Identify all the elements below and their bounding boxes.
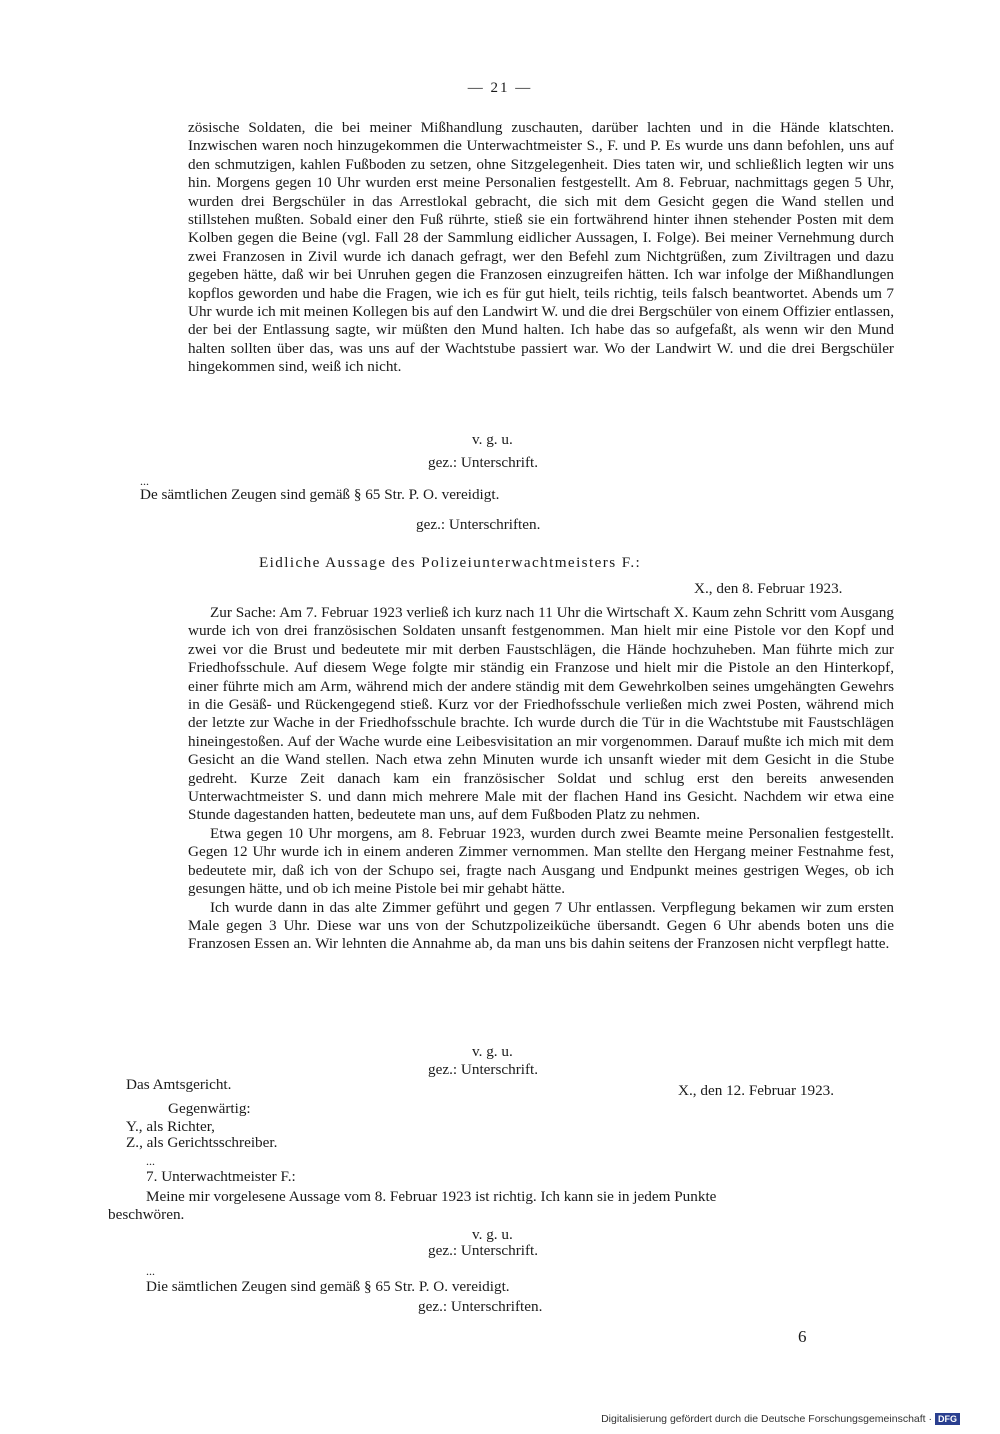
testimony-body (188, 604, 894, 954)
statement-line: beschwören. (108, 1206, 185, 1223)
credit-text: Digitalisierung gefördert durch die Deutsche Forschungsgemeinschaft · (601, 1413, 932, 1425)
judge-line: Y., als Richter, (126, 1118, 215, 1135)
ellipsis: ... (140, 474, 149, 488)
ellipsis: ... (146, 1264, 155, 1278)
paragraph: Ich wurde dann in das alte Zimmer geführt und gegen 7 Uhr entlassen. Verpflegung bekamen wir zum ersten Male gegen 3 Uhr. Diese war uns von der Schutzpolizeiküche übersandt. Gegen 6 Uhr abends boten uns die Franzosen Essen an. Wir lehnten die Annahme ab, da man uns bis dahin seitens der Franzosen nicht verpflegt hatte. (188, 898, 894, 953)
vgu-mark: v. g. u. (472, 1226, 513, 1243)
signature-line: gez.: Unterschrift. (428, 1061, 539, 1078)
paragraph: Etwa gegen 10 Uhr morgens, am 8. Februar 1923, wurden durch zwei Beamte meine Personalien festgestellt. Gegen 12 Uhr wurde ich in einem anderen Zimmer vernommen. Man stellte den Hergang meiner Festnahme fest, bedeutete mir, daß ich von der Schupo sei, fragte nach Ausgang und Endpunkt meines gestrigen Weges, ob ich gesungen hätte, und ob ich meine Pistole bei mir gehabt hätte. (188, 824, 894, 898)
dfg-logo: DFG (935, 1413, 960, 1425)
signature-line: gez.: Unterschrift. (428, 454, 539, 471)
testimony-continuation-paragraph (188, 119, 894, 377)
vgu-mark: v. g. u. (472, 1043, 513, 1060)
signatures-line: gez.: Unterschriften. (416, 516, 541, 533)
sworn-statement: De sämtlichen Zeugen sind gemäß § 65 Str. P. O. vereidigt. (140, 486, 500, 503)
continuation-text: zösische Soldaten, die bei meiner Mißhandlung zuschauten, darüber lachten und in die Hände klatschten. Inzwischen waren noch hinzugekommen die Unterwachtmeister S., F. und P. Es wurde uns dann befohlen, uns auf den schmutzigen, kahlen Fußboden zu setzen, ohne Sitzgelegenheit. Dies taten wir, und schließlich legten wir uns hin. Morgens gegen 10 Uhr wurden erst meine Personalien festgestellt. Am 8. Februar, nachmittags gegen 5 Uhr, wurden drei Bergschüler in das Arrestlokal gebracht, die sich mit dem Gesicht gegen die Wand stellen und stillstehen mußten. Sobald einer den Fuß rührte, stieß sie ein fortwährend hinter ihnen stehender Posten mit dem Kolben gegen die Beine (vgl. Fall 28 der Sammlung eidlicher Aussagen, I. Folge). Bei meiner Vernehmung durch zwei Franzosen in Zivil wurde ich danach gefragt, wer den Befehl zum Nichtgrüßen, zum Ziviltragen und dazu gegeben hätte, daß wir bei Unruhen gegen die Franzosen einzugreifen hätten. Ich war infolge der Mißhandlungen kopflos geworden und habe die Fragen, wie ich es für gut hielt, teils richtig, teils falsch beantwortet. Abends um 7 Uhr wurde ich mit meinen Kollegen bis auf den Landwirt W. und die drei Bergschüler von einem Offizier entlassen, der bei der Entlassung sagte, wir müßten den Mund halten. Ich habe das so aufgefaßt, als wenn wir den Mund halten sollten über das, was uns auf der Wachtstube passiert war. Wo der Landwirt W. und die drei Bergschüler hingekommen sind, weiß ich nicht. (188, 119, 894, 376)
vgu-mark: v. g. u. (472, 431, 513, 448)
page-number: — 21 — (467, 80, 533, 96)
sworn-statement: Die sämtlichen Zeugen sind gemäß § 65 Str. P. O. vereidigt. (146, 1278, 510, 1295)
signature-line: gez.: Unterschrift. (428, 1242, 539, 1259)
statement-line: Meine mir vorgelesene Aussage vom 8. Februar 1923 ist richtig. Ich kann sie in jedem Punkte (146, 1188, 717, 1205)
clerk-line: Z., als Gerichtsschreiber. (126, 1134, 278, 1151)
dateline: X., den 12. Februar 1923. (678, 1082, 835, 1099)
witness-line: 7. Unterwachtmeister F.: (146, 1168, 296, 1185)
court-name: Das Amtsgericht. (126, 1076, 232, 1093)
ellipsis: ... (146, 1154, 155, 1168)
dateline: X., den 8. Februar 1923. (694, 580, 843, 597)
present-label: Gegenwärtig: (168, 1100, 251, 1117)
paragraph: Zur Sache: Am 7. Februar 1923 verließ ich kurz nach 11 Uhr die Wirtschaft X. Kaum zehn Schritt vom Ausgang wurde ich von drei französischen Soldaten unsanft festgenommen. Man hielt mir eine Pistole vor den Kopf und zwei vor die Brust und bedeutete mir mit derben Faustschlägen, die Hände hochzuheben. Man führte mich zur Friedhofsschule. Auf diesem Wege folgte mir ständig ein Franzose und hielt mir die Pistole an den Hinterkopf, einer führte mich am Arm, während mich der andere ständig mit dem Gewehrkolben seines umgehängten Gewehrs in die Gesäß- und Rückengegend stieß. Kurz vor der Friedhofsschule verließen mich zwei Posten, während mich der letzte zur Wache in der Friedhofsschule brachte. Ich wurde durch die Tür in die Wachtstube mit Faustschlägen hineingestoßen. Auf der Wache wurde eine Leibesvisitation an mir vorgenommen. Darauf mußte ich mich mit dem Gesicht an die Wand stellen. Nach etwa zehn Minuten wurde ich unsanft wieder mit dem Gesicht in die Stube gedreht. Kurze Zeit danach kam ein französischer Soldat und schlug erst den bereits anwesenden Unterwachtmeister S. und dann mich mehrere Male mit der flachen Hand ins Gesicht. Nachdem wir etwa eine Stunde dagestanden hatten, bedeutete man uns, auf dem Fußboden Platz zu nehmen. (188, 604, 894, 824)
signatures-line: gez.: Unterschriften. (418, 1298, 543, 1315)
digitization-credit (601, 1413, 960, 1425)
testimony-heading: Eidliche Aussage des Polizeiunterwachtmeisters F.: (259, 554, 642, 571)
sheet-number: 6 (798, 1327, 807, 1346)
